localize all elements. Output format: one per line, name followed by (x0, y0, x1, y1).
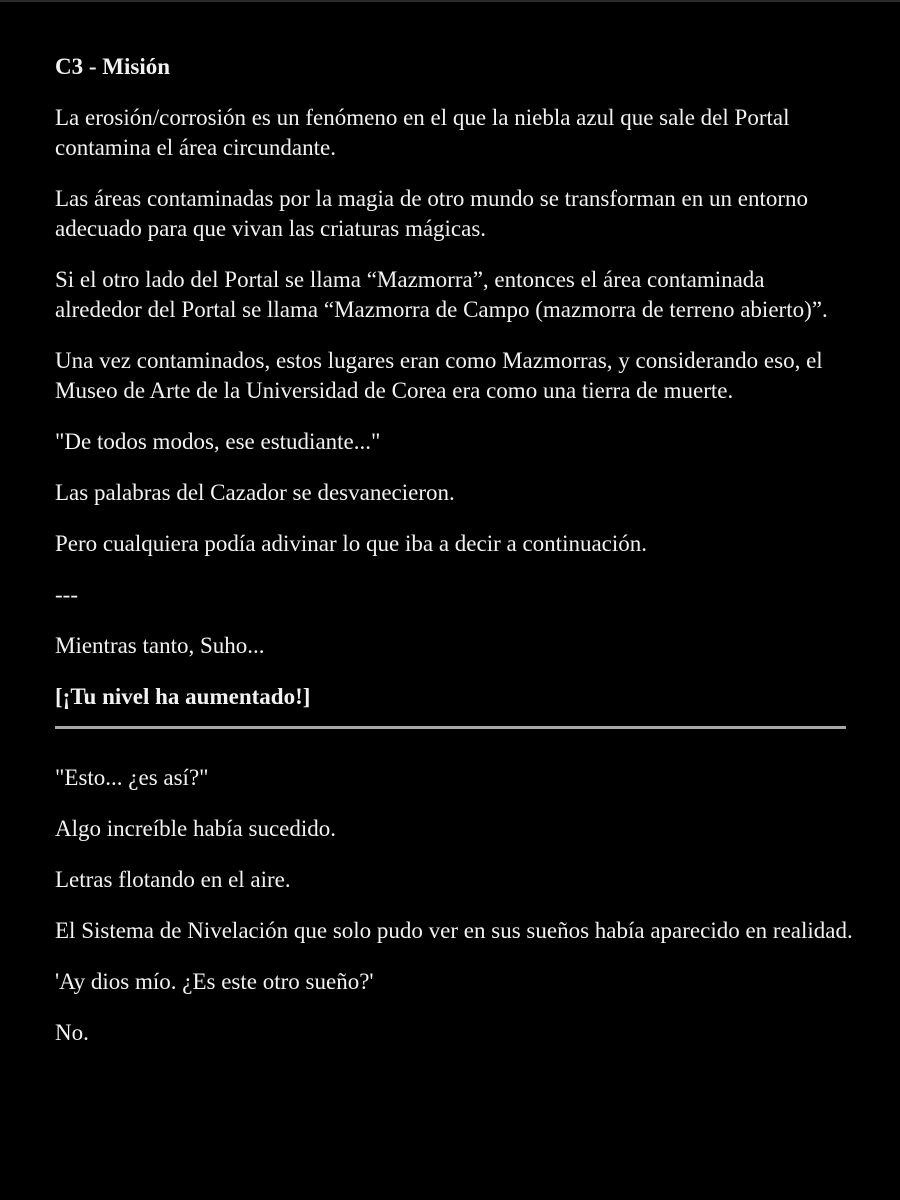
scene-separator: --- (55, 582, 78, 607)
paragraph: Pero cualquiera podía adivinar lo que iba a decir a continuación. (55, 531, 648, 556)
paragraph: El Sistema de Nivelación que solo pudo ver en sus sueños había aparecido en realidad. (55, 918, 853, 943)
paragraph: Si el otro lado del Portal se llama “Mazmorra”, entonces el área contaminada alrededor del Portal se llama “Mazmorra de Campo (mazmorra de terreno abierto)”. (55, 267, 828, 322)
paragraph: "Esto... ¿es así?" (55, 765, 209, 790)
paragraph: No. (55, 1020, 89, 1045)
chapter-content (55, 52, 855, 1069)
paragraph: Las palabras del Cazador se desvanecieron. (55, 480, 455, 505)
paragraph: La erosión/corrosión es un fenómeno en el que la niebla azul que sale del Portal contamina el área circundante. (55, 105, 790, 160)
paragraph: Mientras tanto, Suho... (55, 633, 265, 658)
paragraph: Algo increíble había sucedido. (55, 816, 337, 841)
paragraph: Una vez contaminados, estos lugares eran como Mazmorras, y considerando eso, el Museo de Arte de la Universidad de Corea era como una tierra de muerte. (55, 348, 823, 403)
paragraph: 'Ay dios mío. ¿Es este otro sueño?' (55, 969, 374, 994)
paragraph: Letras flotando en el aire. (55, 867, 291, 892)
paragraph: Las áreas contaminadas por la magia de otro mundo se transforman en un entorno adecuado para que vivan las criaturas mágicas. (55, 186, 809, 241)
horizontal-rule (55, 726, 846, 729)
chapter-title: C3 - Misión (55, 54, 170, 79)
system-message: [¡Tu nivel ha aumentado!] (55, 684, 311, 709)
paragraph: "De todos modos, ese estudiante..." (55, 429, 381, 454)
